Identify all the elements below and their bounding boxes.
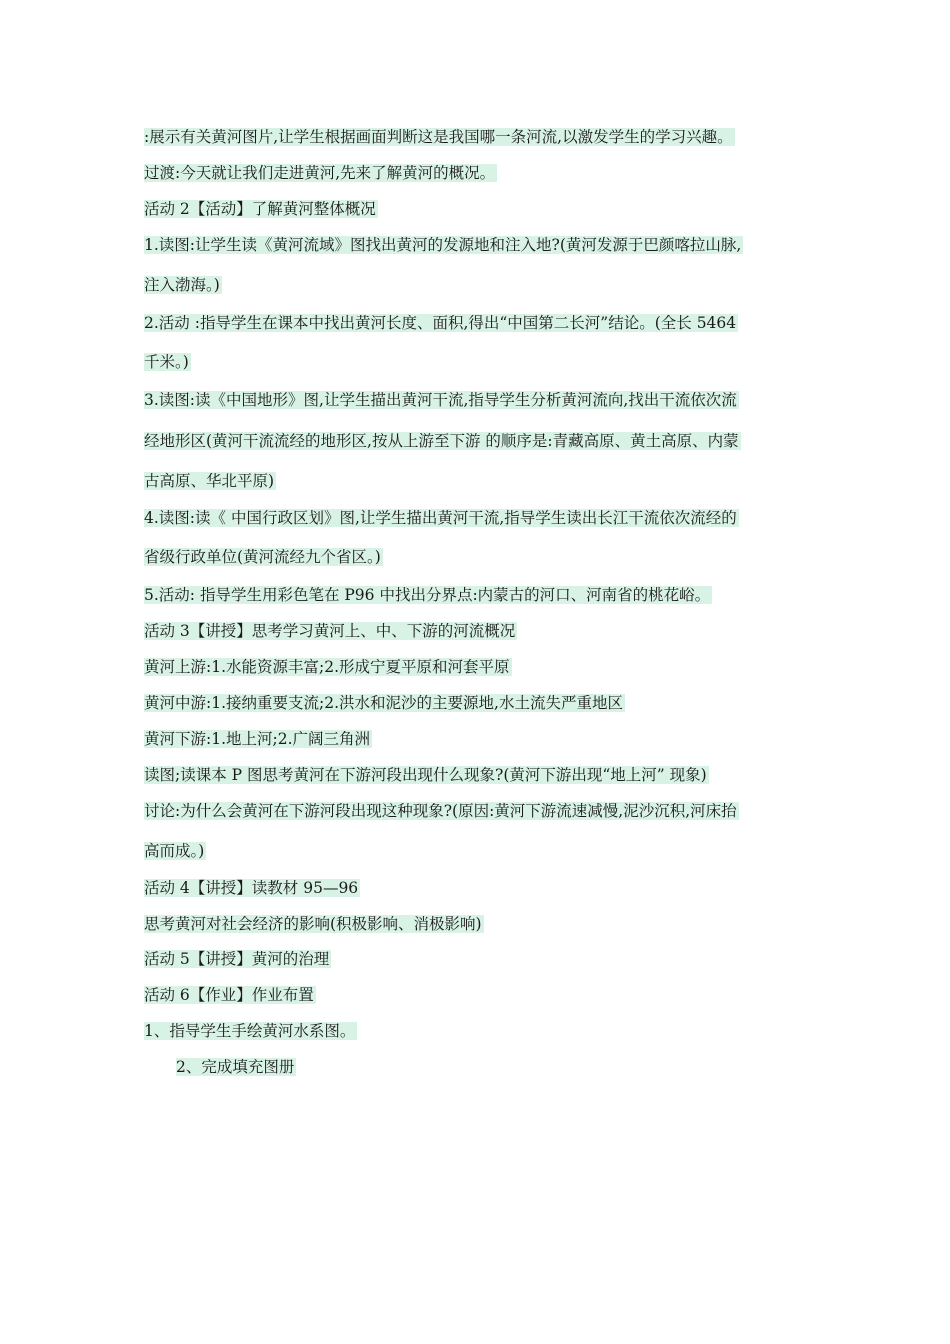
paragraph-line (144, 430, 741, 452)
paragraph-line (144, 162, 497, 184)
activity-heading (144, 620, 517, 642)
line-text: 经地形区(黄河干流流经的地形区,按从上游至下游 的顺序是:青藏高原、黄土高原、内蒙 (144, 432, 739, 450)
activity-heading (144, 948, 331, 970)
paragraph-line (144, 507, 739, 529)
paragraph-line (144, 728, 372, 750)
paragraph-line (144, 126, 735, 148)
paragraph-line (144, 470, 276, 492)
paragraph-line (144, 840, 206, 862)
line-text: 活动 2【活动】了解黄河整体概况 (144, 200, 376, 218)
line-text: 1.读图:让学生读《黄河流域》图找出黄河的发源地和注入地?(黄河发源于巴颜喀拉山脉, (144, 236, 742, 254)
line-text: 注入渤海。) (144, 276, 220, 294)
line-text: 2.活动 :指导学生在课本中找出黄河长度、面积,得出“中国第二长河”结论。(全长 5464 (144, 314, 737, 332)
paragraph-line (144, 1020, 357, 1042)
paragraph-line (176, 1056, 296, 1078)
line-text: 3.读图:读《中国地形》图,让学生描出黄河干流,指导学生分析黄河流向,找出干流依次流 (144, 391, 737, 409)
paragraph-line (144, 389, 739, 411)
line-text: 过渡:今天就让我们走进黄河,先来了解黄河的概况。 (144, 164, 496, 182)
line-text: 1、指导学生手绘黄河水系图。 (144, 1022, 356, 1040)
line-text: 千米。) (144, 353, 189, 371)
activity-heading (144, 198, 378, 220)
paragraph-line (144, 546, 383, 568)
paragraph-line (144, 351, 191, 373)
line-text: 活动 3【讲授】思考学习黄河上、中、下游的河流概况 (144, 622, 516, 640)
paragraph-line (144, 656, 512, 678)
paragraph-line (144, 913, 484, 935)
line-text: 5.活动: 指导学生用彩色笔在 P96 中找出分界点:内蒙古的河口、河南省的桃花峪。 (144, 586, 711, 604)
line-text: 古高原、华北平原) (144, 472, 275, 490)
paragraph-line (144, 800, 739, 822)
line-text: 省级行政单位(黄河流经九个省区。) (144, 548, 381, 566)
activity-heading (144, 984, 316, 1006)
line-text: 黄河上游:1.水能资源丰富;2.形成宁夏平原和河套平原 (144, 658, 510, 676)
line-text: 黄河下游:1.地上河;2.广阔三角洲 (144, 730, 371, 748)
paragraph-line (144, 692, 625, 714)
line-text: 活动 6【作业】作业布置 (144, 986, 314, 1004)
line-text: 4.读图:读《 中国行政区划》图,让学生描出黄河干流,指导学生读出长江干流依次流经的 (144, 509, 737, 527)
paragraph-line (144, 274, 222, 296)
paragraph-line (144, 764, 709, 786)
paragraph-line (144, 584, 712, 606)
line-text: :展示有关黄河图片,让学生根据画面判断这是我国哪一条河流,以激发学生的学习兴趣。 (144, 128, 733, 146)
line-text: 高而成。) (144, 842, 205, 860)
line-text: 读图;读课本 P 图思考黄河在下游河段出现什么现象?(黄河下游出现“地上河” 现象) (144, 766, 707, 784)
line-text: 2、完成填充图册 (176, 1058, 295, 1076)
paragraph-line (144, 234, 743, 256)
line-text: 活动 5【讲授】黄河的治理 (144, 950, 330, 968)
paragraph-line (144, 312, 738, 334)
line-text: 活动 4【讲授】读教材 95—96 (144, 879, 359, 897)
activity-heading (144, 877, 360, 899)
line-text: 黄河中游:1.接纳重要支流;2.洪水和泥沙的主要源地,水土流失严重地区 (144, 694, 623, 712)
line-text: 思考黄河对社会经济的影响(积极影响、消极影响) (144, 915, 482, 933)
line-text: 讨论:为什么会黄河在下游河段出现这种现象?(原因:黄河下游流速减慢,泥沙沉积,河床抬 (144, 802, 737, 820)
